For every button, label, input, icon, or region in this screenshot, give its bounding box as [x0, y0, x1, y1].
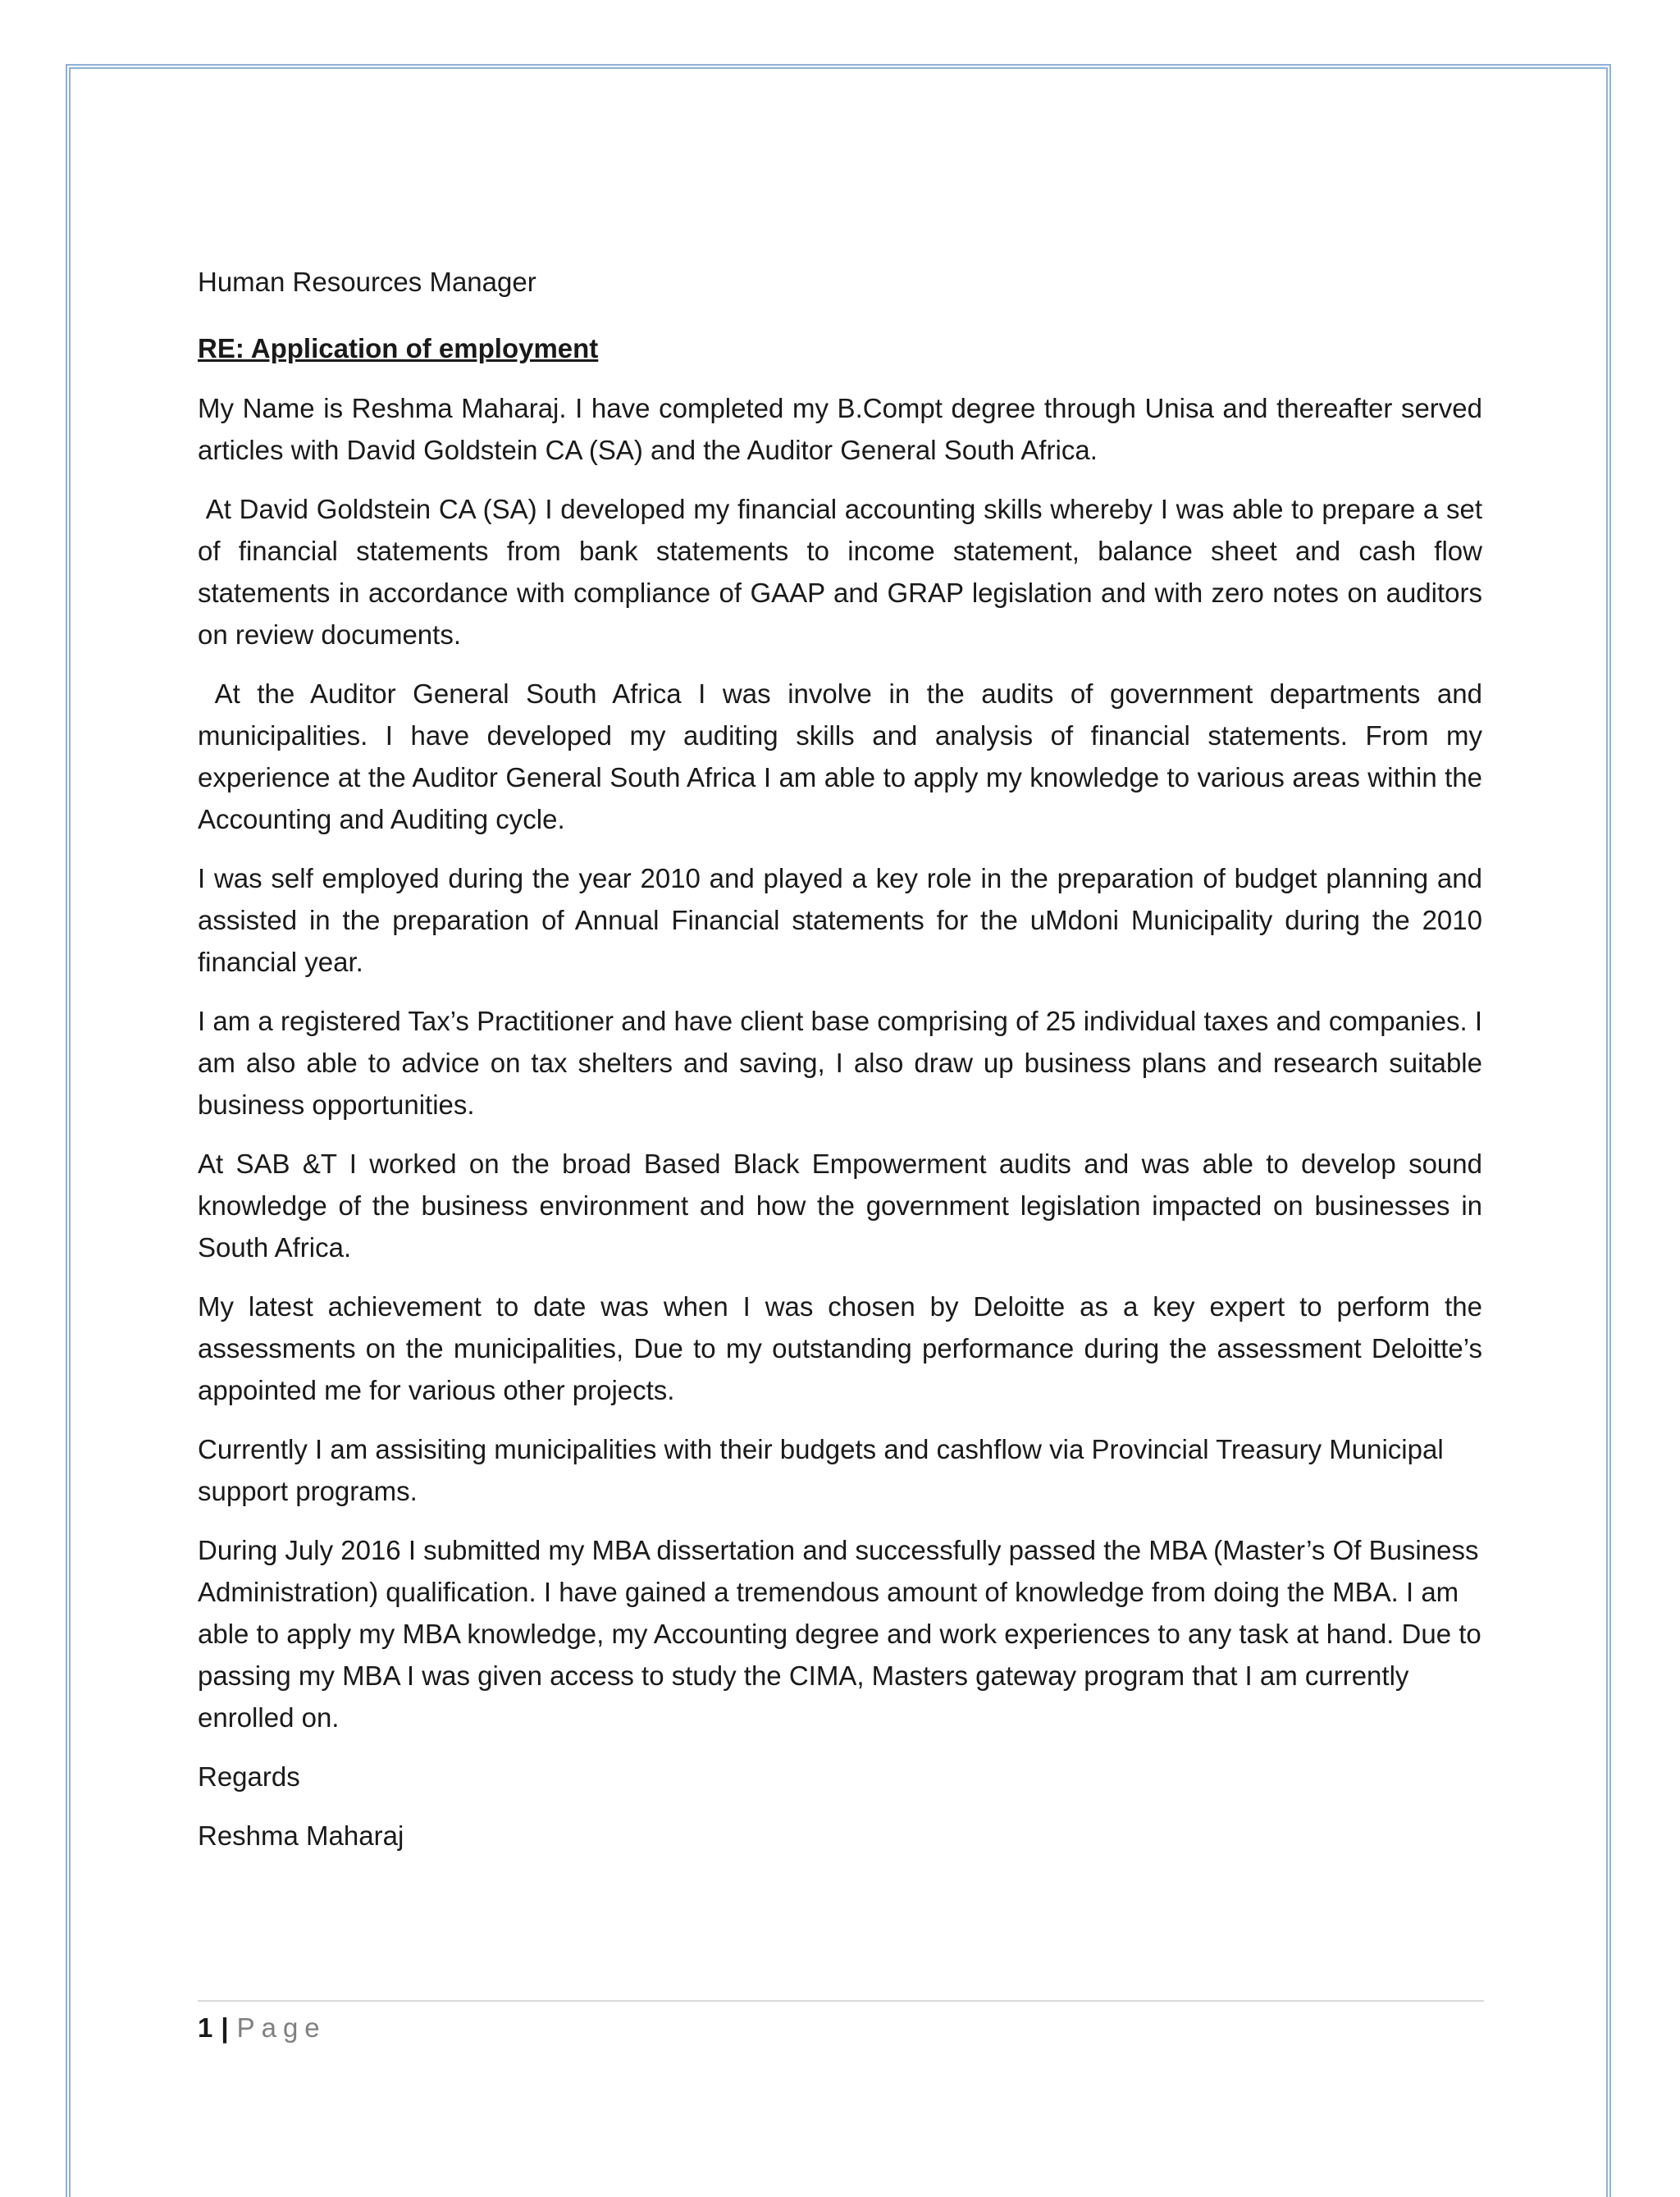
paragraph-sab-t: At SAB &T I worked on the broad Based Black Empowerment audits and was able to develop sound knowledge of the business environment and how the government legislation impacted on businesses in South Africa.: [198, 1149, 1482, 1263]
page-label: Page: [236, 2012, 326, 2043]
paragraph-tax-practitioner: I am a registered Tax’s Practitioner and have client base comprising of 25 individual taxes and companies. I am also able to advice on tax shelters and saving, I also draw up business plans and research suitable business opportunities.: [198, 1006, 1482, 1120]
paragraph-mba: During July 2016 I submitted my MBA dissertation and successfully passed the MBA (Master’s Of Business Administration) qualification. I have gained a tremendous amount of knowledge from doing the MBA. I am able to apply my MBA knowledge, my Accounting degree and work experiences to any task at hand. Due to passing my MBA I was given access to study the CIMA, Masters gateway program that I am currently enrolled on.: [198, 1535, 1481, 1733]
page-number: 1: [198, 2012, 213, 2043]
paragraph-deloitte: My latest achievement to date was when I was chosen by Deloitte as a key expert to perform the assessments on the municipalities, Due to my outstanding performance during the assessment Deloitte’s appointed me for various other projects.: [198, 1291, 1482, 1405]
closing: Regards: [198, 1761, 300, 1792]
paragraph-self-employed: I was self employed during the year 2010 and played a key role in the preparation of budget planning and assisted in the preparation of Annual Financial statements for the uMdoni Municipality during the 2010 financial year.: [198, 863, 1482, 977]
addressee: Human Resources Manager: [198, 267, 536, 297]
paragraph-current-role: Currently I am assisiting municipalities with their budgets and cashflow via Provincial Treasury Municipal support programs.: [198, 1434, 1444, 1506]
signature: Reshma Maharaj: [198, 1820, 404, 1851]
paragraph-david-goldstein: At David Goldstein CA (SA) I developed my financial accounting skills whereby I was able to prepare a set of financial statements from bank statements to income statement, balance sheet and cash flow statements in accordance with compliance of GAAP and GRAP legislation and with zero notes on auditors on review documents.: [198, 494, 1482, 650]
subject-line: RE: Application of employment: [198, 333, 599, 363]
footer-separator: |: [221, 2012, 229, 2043]
footer-rule: [198, 2000, 1484, 2002]
letter-body: [198, 261, 1482, 1874]
paragraph-introduction: My Name is Reshma Maharaj. I have completed my B.Compt degree through Unisa and thereafter served articles with David Goldstein CA (SA) and the Auditor General South Africa.: [198, 393, 1482, 465]
paragraph-auditor-general: At the Auditor General South Africa I was involve in the audits of government departments and municipalities. I have developed my auditing skills and analysis of financial statements. From my experience at the Auditor General South Africa I am able to apply my knowledge to various areas within the Accounting and Auditing cycle.: [198, 678, 1482, 834]
page-footer: [198, 2007, 326, 2049]
